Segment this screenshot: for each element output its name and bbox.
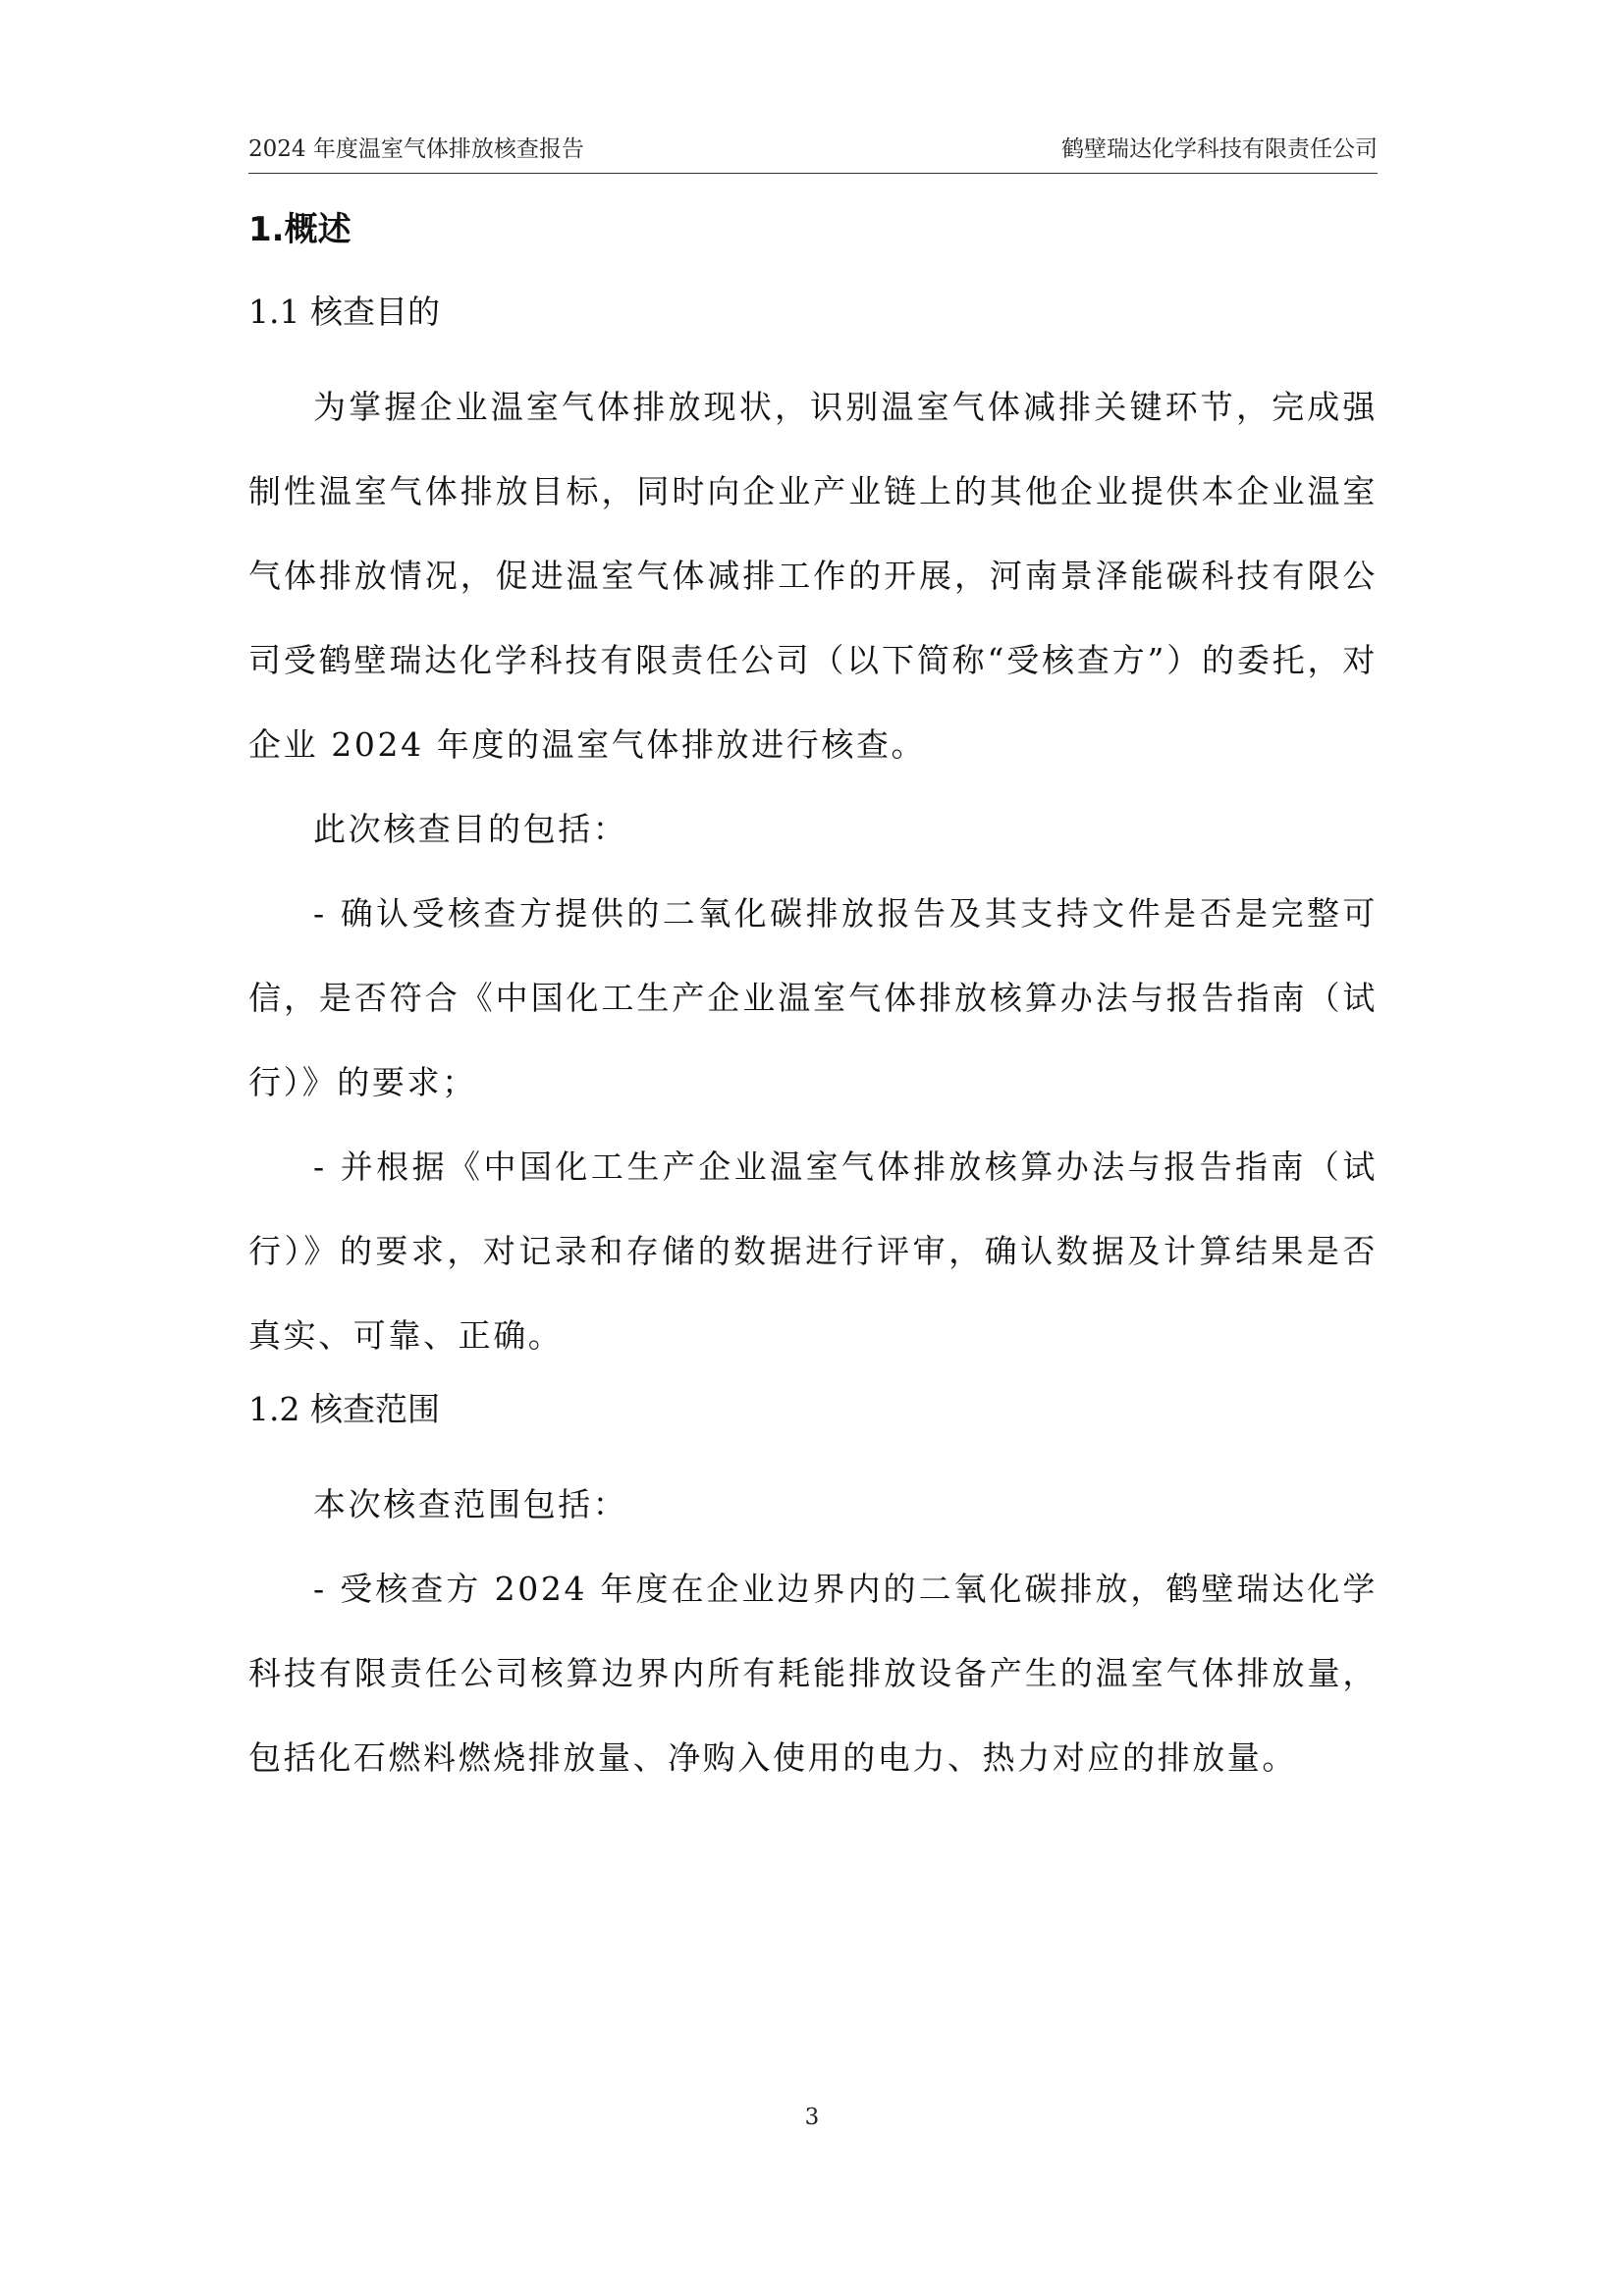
header-report-title: 2024 年度温室气体排放核查报告	[248, 136, 584, 162]
paragraph-purpose-item-2: - 并根据《中国化工生产企业温室气体排放核算办法与报告指南（试行）》的要求，对记录和存储的数据进行评审，确认数据及计算结果是否真实、可靠、正确。	[248, 1148, 1378, 1355]
page-number: 3	[804, 2105, 820, 2130]
paragraph-purpose-list-lead: 此次核查目的包括：	[313, 810, 628, 848]
section-title: 1.概述	[248, 210, 352, 249]
header-company-name: 鹤壁瑞达化学科技有限责任公司	[1061, 136, 1378, 162]
paragraph-purpose-item-1: - 确认受核查方提供的二氧化碳排放报告及其支持文件是否是完整可信，是否符合《中国化工生产企业温室气体排放核算办法与报告指南（试行）》的要求；	[248, 894, 1378, 1101]
subsection-title-purpose: 1.1 核查目的	[248, 293, 440, 331]
subsection-title-scope: 1.2 核查范围	[248, 1390, 440, 1428]
header-divider	[248, 173, 1378, 174]
page-header	[248, 132, 1378, 167]
paragraph-scope-lead: 本次核查范围包括：	[313, 1485, 628, 1523]
page-content	[248, 206, 1378, 1800]
paragraph-scope-item-1: - 受核查方 2024 年度在企业边界内的二氧化碳排放，鹤壁瑞达化学科技有限责任公司核算边界内所有耗能排放设备产生的温室气体排放量，包括化石燃料燃烧排放量、净购入使用的电力、热力对应的排放量。	[248, 1570, 1378, 1777]
paragraph-purpose-intro: 为掌握企业温室气体排放现状，识别温室气体减排关键环节，完成强制性温室气体排放目标，同时向企业产业链上的其他企业提供本企业温室气体排放情况，促进温室气体减排工作的开展，河南景泽能碳科技有限公司受鹤壁瑞达化学科技有限责任公司（以下简称“受核查方”）的委托，对企业 2024 年度的温室气体排放进行核查。	[248, 388, 1378, 764]
